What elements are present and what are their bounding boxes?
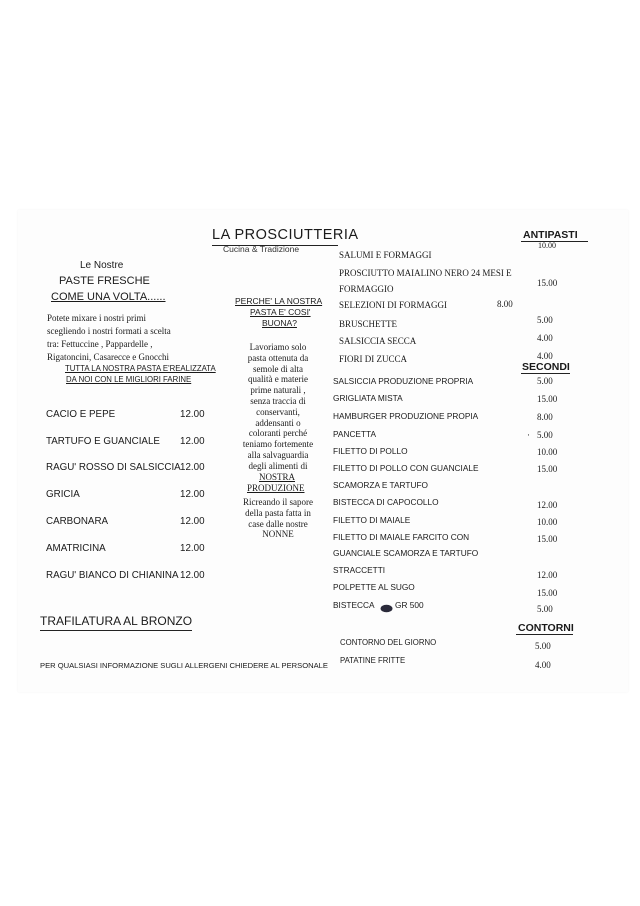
contorni-item-name: CONTORNO DEL GIORNO	[340, 638, 437, 647]
page-subtitle: Cucina & Tradizione	[223, 244, 300, 254]
antipasti-item-name: PROSCIUTTO MAIALINO NERO 24 MESI E	[339, 268, 512, 278]
secondi-item-name: POLPETTE AL SUGO	[333, 582, 415, 592]
antipasti-item-name: SELEZIONI DI FORMAGGI	[339, 300, 447, 310]
why-heading: BUONA?	[262, 318, 297, 328]
antipasti-item-name-cont: FORMAGGIO	[339, 284, 394, 294]
pasta-item-name: RAGU' ROSSO DI SALSICCIA	[46, 462, 181, 473]
secondi-title: SECONDI	[522, 361, 570, 373]
secondi-item-price: 5.00	[537, 430, 553, 440]
why-heading: PERCHE' LA NOSTRA	[235, 296, 323, 306]
why-body: Lavoriamo solo pasta ottenuta da semole di alta qualità e materie prime naturali , senza traccia di conservanti, addensanti o coloranti perché teniamo fortemente alla salvaguardia degli alimenti di	[242, 342, 314, 471]
antipasti-item-price: 4.00	[537, 351, 553, 361]
trafilatura-label: TRAFILATURA AL BRONZO	[40, 614, 193, 628]
intro-line1: PASTE FRESCHE	[59, 275, 150, 287]
why-heading: PASTA E' COSI'	[250, 307, 311, 317]
why-tail: Ricreando il sapore della pasta fatta in case dalle nostre NONNE	[243, 497, 313, 540]
antipasti-item-price: 5.00	[537, 315, 553, 325]
pasta-item-name: CACIO E PEPE	[46, 409, 116, 420]
pasta-item-price: 12.00	[180, 462, 205, 473]
pasta-item-name: CARBONARA	[46, 516, 109, 527]
antipasti-item-price: 4.00	[537, 333, 553, 343]
contorni-underline	[516, 634, 573, 635]
contorni-item-price: 5.00	[535, 641, 551, 651]
antipasti-item-name: SALUMI E FORMAGGI	[339, 250, 432, 260]
antipasti-item-name: BRUSCHETTE	[339, 319, 398, 329]
desc-line: scegliendo i nostri formati a scelta	[47, 326, 171, 336]
pasta-note: DA NOI CON LE MIGLIORI FARINE	[66, 375, 192, 384]
secondi-item-name: BISTECCA	[333, 600, 375, 610]
pasta-item-price: 12.00	[180, 516, 205, 527]
secondi-item-price: 5.00	[537, 376, 553, 386]
pasta-item-name: AMATRICINA	[46, 543, 106, 554]
secondi-item-name-cont: SCAMORZA E TARTUFO	[333, 480, 428, 490]
antipasti-item-price: 8.00	[497, 299, 513, 309]
contorni-item-price: 4.00	[535, 660, 551, 670]
pasta-item-price: 12.00	[180, 409, 205, 420]
desc-line: Potete mixare i nostri primi	[47, 313, 146, 323]
secondi-item-name: SALSICCIA PRODUZIONE PROPRIA	[333, 376, 474, 386]
desc-line: Rigatoncini, Casarecce e Gnocchi	[47, 352, 169, 362]
pasta-note: TUTTA LA NOSTRA PASTA E'REALIZZATA	[65, 364, 216, 373]
antipasti-title: ANTIPASTI	[523, 229, 578, 241]
secondi-underline	[521, 373, 570, 374]
antipasti-item-name: FIORI DI ZUCCA	[339, 354, 408, 364]
secondi-item-name: FILETTO DI MAIALE FARCITO CON	[333, 532, 470, 542]
pasta-item-name: TARTUFO E GUANCIALE	[46, 436, 160, 447]
page-title: LA PROSCIUTTERIA	[212, 227, 359, 243]
contorni-title: CONTORNI	[518, 622, 574, 634]
secondi-item-price: 10.00	[537, 517, 558, 527]
secondi-item-name: FILETTO DI POLLO CON GUANCIALE	[333, 463, 479, 473]
secondi-item-name: HAMBURGER PRODUZIONE PROPIA	[333, 411, 479, 421]
secondi-item-price: 12.00	[537, 570, 558, 580]
intro-line2: COME UNA VOLTA......	[51, 291, 166, 303]
antipasti-item-price: 10.00	[538, 241, 556, 250]
pasta-item-price: 12.00	[180, 543, 205, 554]
secondi-item-price: 15.00	[537, 394, 558, 404]
antipasti-item-name: SALSICCIA SECCA	[339, 336, 417, 346]
secondi-item-name: FILETTO DI POLLO	[333, 446, 408, 456]
secondi-item-price: 15.00	[537, 534, 558, 544]
secondi-item-name-cont: GUANCIALE SCAMORZA E TARTUFO	[333, 548, 479, 558]
pasta-item-price: 12.00	[180, 489, 205, 500]
allergen-footer: PER QUALSIASI INFORMAZIONE SUGLI ALLERGENI CHIEDERE AL PERSONALE	[40, 661, 328, 670]
pasta-item-name: RAGU' BIANCO DI CHIANINA	[46, 570, 179, 581]
ink-blot-icon	[380, 600, 393, 609]
secondi-item-price: 15.00	[537, 464, 558, 474]
pasta-item-price: 12.00	[180, 570, 205, 581]
secondi-dot: ·	[527, 430, 530, 440]
secondi-item-price: 10.00	[537, 447, 558, 457]
intro-small: Le Nostre	[80, 260, 124, 271]
why-highlight: PRODUZIONE	[247, 483, 305, 493]
secondi-item-price: 8.00	[537, 412, 553, 422]
antipasti-item-price: 15.00	[537, 278, 558, 288]
trafilatura-underline	[40, 630, 192, 631]
desc-line: tra: Fettuccine , Pappardelle ,	[47, 339, 153, 349]
contorni-item-name: PATATINE FRITTE	[340, 656, 406, 665]
secondi-item-price: 15.00	[537, 588, 558, 598]
secondi-item-name: STRACCETTI	[333, 565, 386, 575]
secondi-item-name: BISTECCA DI CAPOCOLLO	[333, 497, 439, 507]
why-highlight: NOSTRA	[259, 472, 296, 482]
secondi-item-price: 5.00	[537, 604, 553, 614]
secondi-item-suffix: GR 500	[395, 600, 424, 610]
secondi-item-name: GRIGLIATA MISTA	[333, 393, 403, 403]
pasta-item-price: 12.00	[180, 436, 205, 447]
secondi-item-price: 12.00	[537, 500, 558, 510]
pasta-item-name: GRICIA	[46, 489, 80, 500]
secondi-item-name: PANCETTA	[333, 429, 377, 439]
secondi-item-name: FILETTO DI MAIALE	[333, 515, 411, 525]
